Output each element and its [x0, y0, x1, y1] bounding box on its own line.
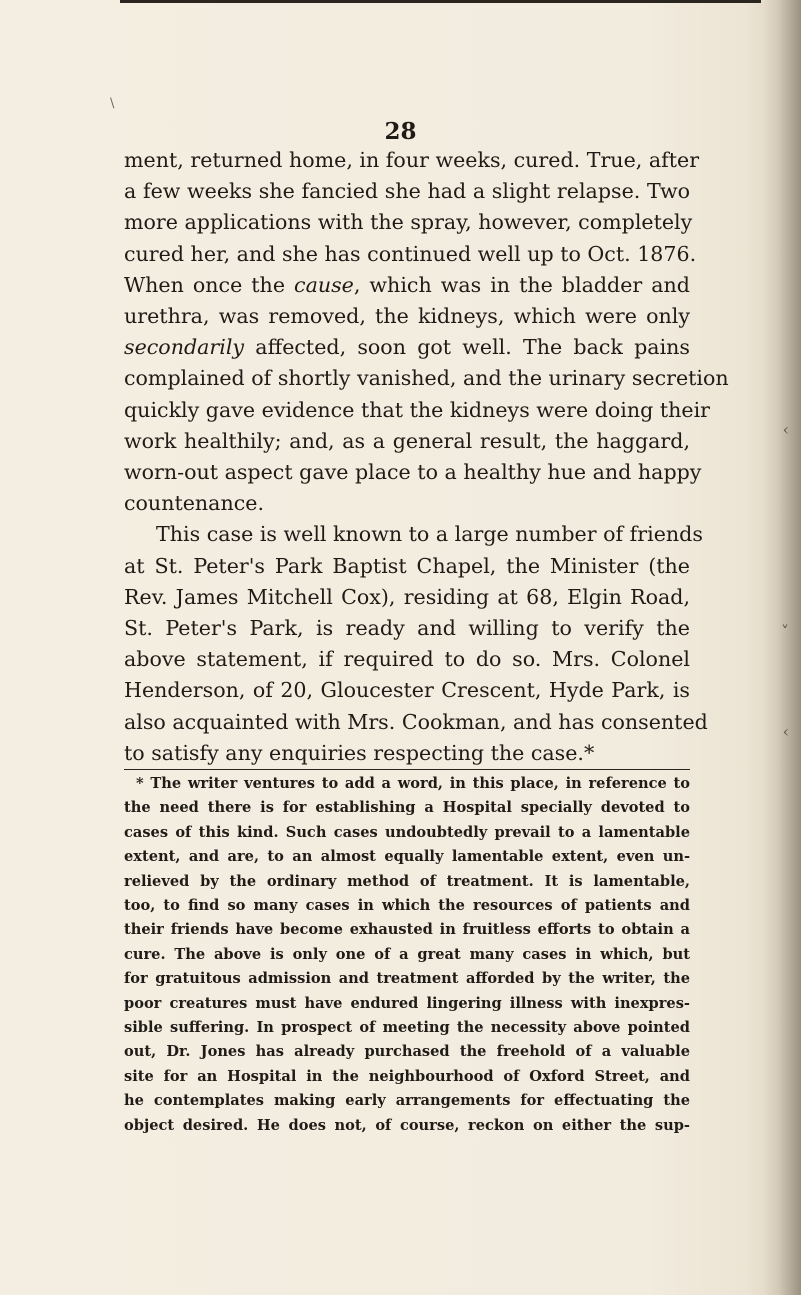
text-line: to satisfy any enquiries respecting the case.* [124, 740, 595, 765]
italic-word: secondarily [124, 335, 245, 360]
footnote-line: cure. The above is only one of a great many cases in which, but [124, 945, 690, 963]
footnote-line: the need there is for establishing a Hospital specially devoted to [124, 799, 690, 817]
text-line [124, 270, 690, 301]
text-line: St. Peter's Park, is ready and willing to verify the [124, 616, 690, 641]
footnote-line: he contemplates making early arrangements for effectuating the [124, 1092, 690, 1110]
binding-gutter [763, 0, 801, 1295]
text-line: also acquainted with Mrs. Cookman, and has consented [124, 709, 708, 734]
gutter-mark: ‹ [782, 420, 789, 439]
text-line: more applications with the spray, however, completely [124, 210, 693, 235]
text-fragment: When once the [124, 272, 295, 297]
text-line: urethra, was removed, the kidneys, which were only [124, 304, 690, 329]
footnote-line: sible suffering. In prospect of meeting the necessity above pointed [124, 1019, 690, 1037]
footnote-rule [124, 769, 690, 770]
italic-word: cause [294, 272, 354, 297]
gutter-mark: ˅ [781, 622, 789, 641]
text-line: complained of shortly vanished, and the urinary secretion [124, 366, 729, 391]
text-line [124, 332, 690, 363]
footnote-line: out, Dr. Jones has already purchased the freehold of a valuable [124, 1043, 690, 1061]
text-line: worn-out aspect gave place to a healthy hue and happy [124, 460, 702, 485]
footnote-line: too, to find so many cases in which the resources of patients and [124, 897, 690, 915]
footnote-line: relieved by the ordinary method of treatment. It is lamentable, [124, 872, 690, 890]
footnote-line: their friends have become exhausted in fruitless efforts to obtain a [124, 921, 690, 939]
text-line: work healthily; and, as a general result, the haggard, [124, 428, 690, 453]
text-line: quickly gave evidence that the kidneys were doing their [124, 397, 711, 422]
footnote-line: extent, and are, to an almost equally lamentable extent, even un- [124, 848, 690, 866]
footnote-line: cases of this kind. Such cases undoubtedly prevail to a lamentable [124, 823, 690, 841]
text-line: above statement, if required to do so. Mrs. Colonel [124, 647, 690, 672]
text-line: ment, returned home, in four weeks, cured. True, after [124, 148, 700, 172]
footnote [124, 772, 690, 1138]
footnote-line: site for an Hospital in the neighbourhood of Oxford Street, and [124, 1067, 690, 1085]
footnote-line: object desired. He does not, of course, reckon on either the sup- [124, 1116, 690, 1134]
footnote-line: for gratuitous admission and treatment afforded by the writer, the [124, 970, 690, 988]
stray-mark: \ [110, 96, 115, 111]
text-line: at St. Peter's Park Baptist Chapel, the Minister (the [124, 553, 690, 578]
text-fragment: , which was in the bladder and [353, 272, 690, 297]
footnote-line: * The writer ventures to add a word, in this place, in reference to [136, 775, 690, 792]
text-line: cured her, and she has continued well up to Oct. 1876. [124, 241, 697, 266]
text-line: a few weeks she fancied she had a slight relapse. Two [124, 179, 690, 204]
page-number: 28 [384, 118, 417, 145]
text-line: Rev. James Mitchell Cox), residing at 68, Elgin Road, [124, 584, 690, 609]
text-line: This case is well known to a large number of friends [156, 522, 703, 547]
footnote-line: poor creatures must have endured lingering illness with inexpres- [124, 994, 690, 1012]
body-text [124, 145, 729, 769]
text-line: Henderson, of 20, Gloucester Crescent, Hyde Park, is [124, 678, 690, 703]
gutter-mark: ‹ [782, 722, 789, 741]
text-fragment: affected, soon got well. The back pains [244, 335, 690, 360]
top-edge-rule [120, 0, 761, 3]
text-line: countenance. [124, 491, 264, 516]
